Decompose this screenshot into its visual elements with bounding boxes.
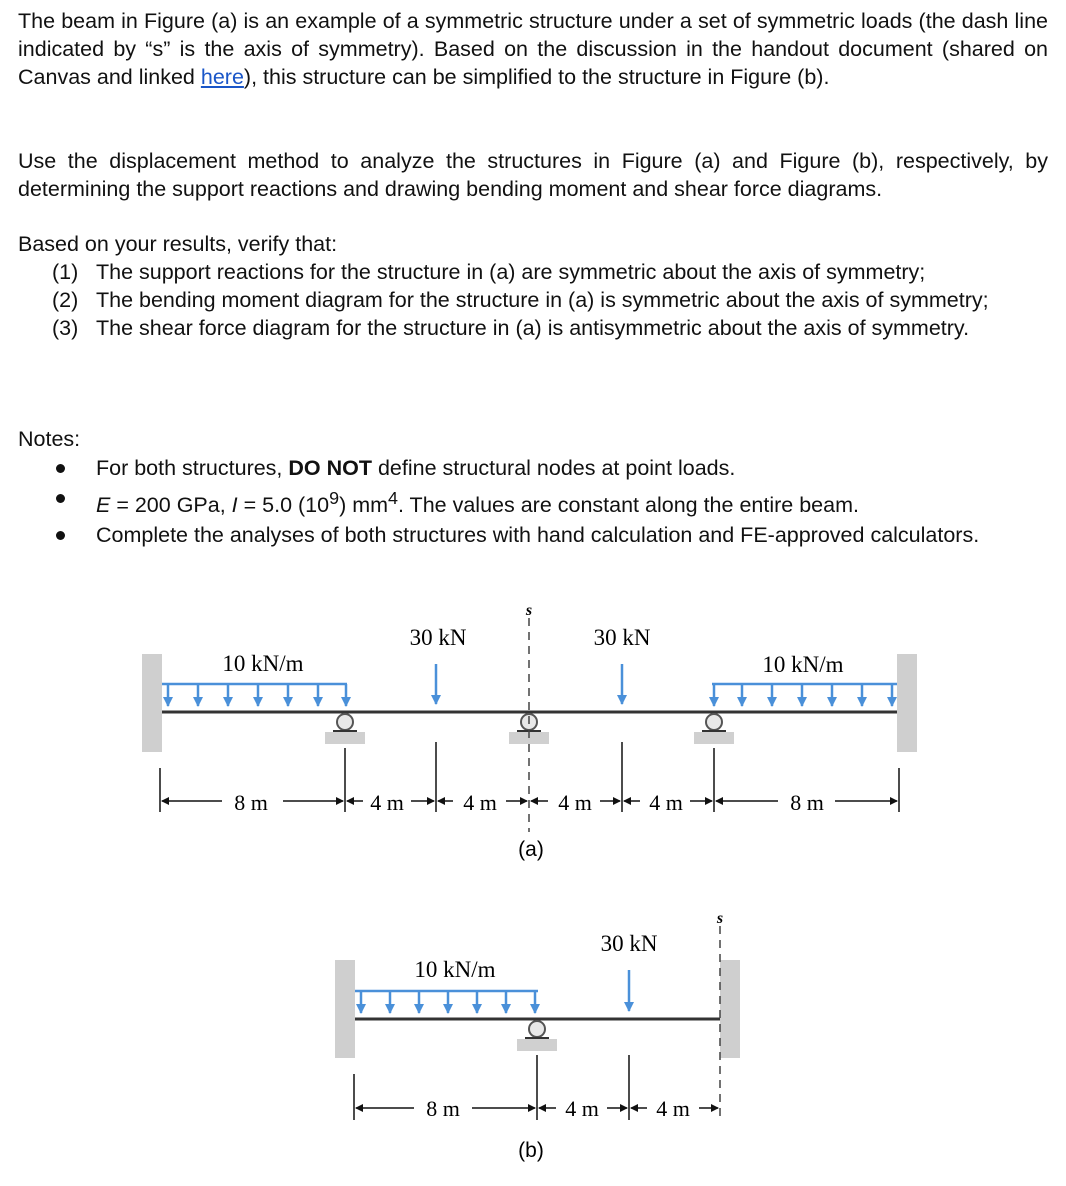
symmetry-label: s: [525, 602, 533, 619]
dimension-label: 4 m: [565, 1096, 599, 1121]
fixed-wall-left: [335, 960, 355, 1058]
notes-heading: Notes:: [18, 427, 81, 451]
verify-item-number: (2): [52, 288, 79, 312]
dimension-label: 4 m: [649, 790, 683, 815]
note-text: For both structures,: [96, 456, 289, 480]
point-load-label: 30 kN: [409, 625, 467, 650]
verify-item-text: The bending moment diagram for the structure in (a) is symmetric about the axis of symmetry;: [96, 288, 989, 312]
fixed-wall-right: [897, 654, 917, 752]
point-load-label: 30 kN: [593, 625, 651, 650]
task-paragraph: Use the displacement method to analyze the structures in Figure (a) and Figure (b), respectively, by determining the support reactions and drawing bending moment and shear force diagrams.: [18, 149, 1048, 201]
distributed-load-label: 10 kN/m: [414, 957, 496, 982]
fixed-wall-right: [720, 960, 740, 1058]
intro-text-tail: ), this structure can be simplified to the structure in Figure (b).: [243, 65, 830, 89]
dimension-label: 8 m: [234, 790, 268, 815]
note-emphasis: DO NOT: [288, 456, 372, 480]
roller-support: [694, 714, 734, 744]
roller-support: [325, 714, 365, 744]
note-text: ) mm: [339, 493, 389, 518]
dimension-label: 8 m: [790, 790, 824, 815]
verify-item-number: (3): [52, 316, 79, 340]
distributed-load: [355, 991, 538, 1013]
handout-link[interactable]: here: [200, 65, 244, 89]
note-text: define structural nodes at point loads.: [372, 456, 736, 480]
distributed-load-right: [712, 684, 897, 706]
exponent: 9: [329, 488, 340, 508]
dimension-label: 4 m: [370, 790, 404, 815]
distributed-load-label: 10 kN/m: [762, 652, 844, 677]
roller-support: [517, 1021, 557, 1051]
dimension-label: 4 m: [656, 1096, 690, 1121]
symmetry-label: s: [716, 910, 724, 927]
dimension-label: 8 m: [426, 1096, 460, 1121]
verify-lead: Based on your results, verify that:: [18, 232, 338, 256]
verify-item-text: The support reactions for the structure in (a) are symmetric about the axis of symmetry;: [96, 260, 926, 284]
dimension-label: 4 m: [558, 790, 592, 815]
figure-caption: (a): [518, 838, 544, 861]
figure-a: [142, 602, 917, 861]
verify-item-text: The shear force diagram for the structure in (a) is antisymmetric about the axis of symmetry.: [96, 316, 970, 340]
note-text: Complete the analyses of both structures with hand calculation and FE-approved calculators.: [96, 523, 980, 548]
figure-caption: (b): [518, 1139, 544, 1162]
verify-item-number: (1): [52, 260, 79, 284]
symbol-E: E: [96, 493, 111, 518]
fixed-wall-left: [142, 654, 162, 752]
distributed-load-left: [162, 684, 347, 706]
note-text: = 200 GPa,: [110, 493, 232, 518]
note-text: = 5.0 (10: [237, 493, 330, 518]
point-load-label: 30 kN: [600, 931, 658, 956]
symbol-I: I: [231, 493, 238, 518]
figure-b: [335, 910, 740, 1162]
dimension-label: 4 m: [463, 790, 497, 815]
intro-text: The beam in Figure (a) is an example of a symmetric structure under a set of symmetric loads (the dash line indicated by “s” is the axis of symmetry). Based on the discussion in the handout document (shared on Canvas and linked: [18, 9, 1048, 89]
distributed-load-label: 10 kN/m: [222, 651, 304, 676]
note-text: . The values are constant along the entire beam.: [398, 493, 859, 518]
exponent: 4: [388, 488, 398, 508]
